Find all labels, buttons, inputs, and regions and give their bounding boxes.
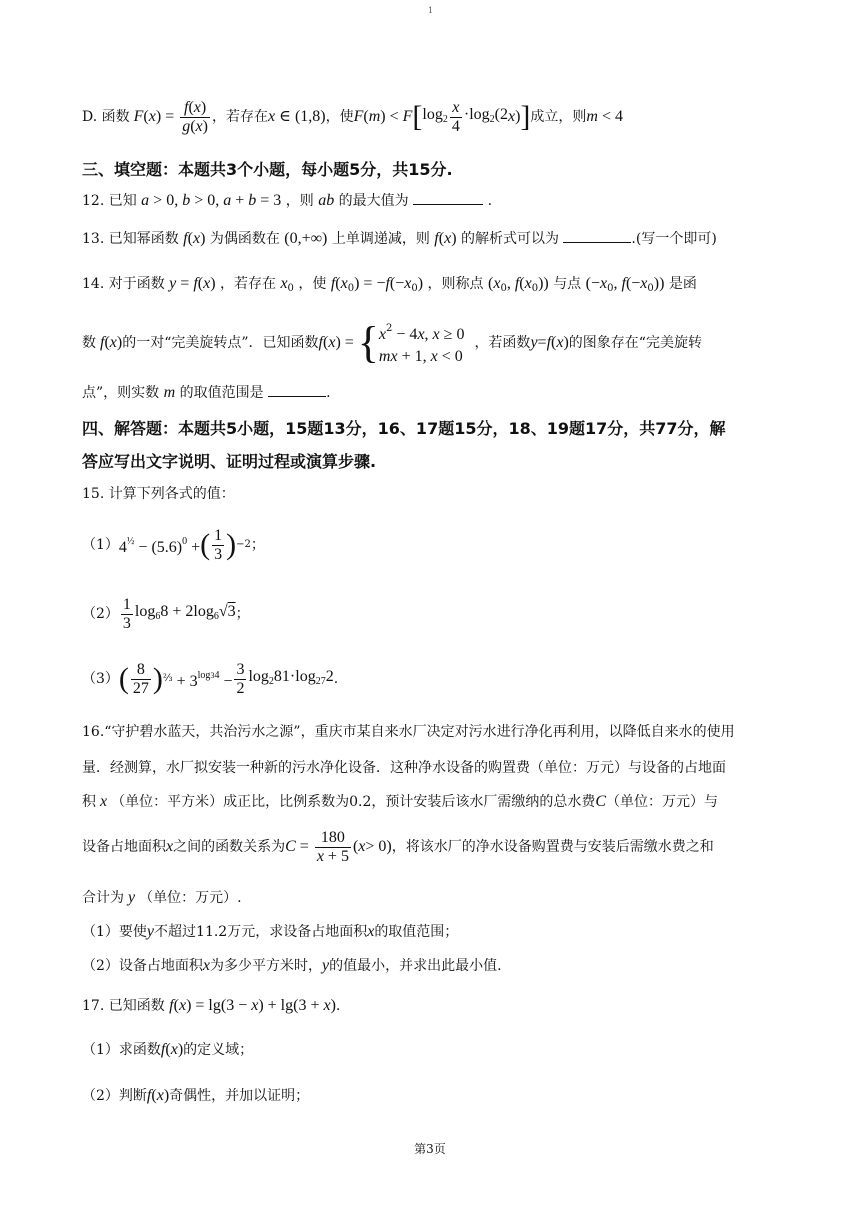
question-17: 17. 已知函数 f(x) = lg(3 − x) + lg(3 + x).	[82, 997, 341, 1014]
question-14-line3: 点”，则实数 m 的取值范围是 .	[82, 384, 331, 401]
answer-blank	[413, 190, 483, 205]
fraction-f-over-g: $\frac{f(x)}{g(x)}$	[182, 98, 208, 135]
q15-part2: （2） $\frac{1}{3}$ $\log_68 + 2\log_6√3$ ；	[82, 595, 250, 632]
q16-sub2: （2）设备占地面积x为多少平方米时，y的值最小，并求出此最小值.	[82, 957, 502, 974]
q16-line4: 设备占地面积 x 之间的函数关系为 C = $\frac{180}{x + 5}$ ( x > 0) ，将该水厂的净水设备购置费与安装后需缴水费之和	[82, 828, 714, 865]
section3-heading: 三、填空题：本题共3个小题，每小题5分，共15分.	[82, 160, 453, 179]
question-14-line2: 数 f ( x ) 的一对“完美旋转点”．已知函数 f ( x ) = { $x^2 - 4x$, x ≥ 0 mx + 1, x < 0 ，若函数 y = f ( x ) 的图象存在“完美旋转	[82, 318, 702, 367]
q16-line1: 16.“守护碧水蓝天，共治污水之源”，重庆市某自来水厂决定对污水进行净化再利用，以降低自来水的使用	[82, 724, 735, 740]
q17-sub1: （1）求函数f(x)的定义域；	[82, 1041, 254, 1058]
piecewise-cases: $x^2 - 4x$, x ≥ 0 mx + 1, x < 0	[378, 323, 465, 365]
q15-part1: （1） $4^{\frac{1}{2}} - (5.6)^0$ + ( $\frac{1}{3}$ ) −2 ；	[82, 526, 265, 563]
question-15: 15. 计算下列各式的值：	[82, 486, 235, 502]
q16-line5: 合计为 y （单位：万元）.	[82, 889, 242, 906]
page-number: 第3页	[414, 1142, 446, 1156]
q16-line3: 积 x （单位：平方米）成正比，比例系数为0.2，预计安装后该水厂需缴纳的总水费C（单位：万元）与	[82, 793, 719, 810]
q16-sub1: （1）要使y不超过11.2万元，求设备占地面积x的取值范围；	[82, 923, 459, 940]
question-12: 12. 已知 a > 0, b > 0, a + b = 3 ，则 ab 的最大值为 .	[82, 192, 493, 209]
section4-heading-line2: 答应写出文字说明、证明过程或演算步骤.	[82, 452, 377, 471]
question-13: 13. 已知幂函数 f(x) 为偶函数在 (0,+∞) 上单调递减，则 f(x) 的解析式可以为 .(写一个即可)	[82, 230, 717, 247]
option-d: D. 函数 F ( x ) = $\frac{f(x)}{g(x)}$ ，若存在 x ∈ (1,8) ，使 F ( m ) < F [ $\log_2$ $\frac{x}{4}$ $\cdot\log_2(2$ x ) ] 成立，则 m < 4	[82, 98, 623, 135]
answer-blank	[268, 382, 326, 397]
question-14: 14. 对于函数 y = f(x) ，若存在 $x_0$ ，使 $f(x_0) = -f(-x_0)$ ，则称点 ($x_0$, $f(x_0)$) 与点 ($-x_0$, $f(-x_0)$) 是函	[82, 275, 697, 294]
section4-heading-line1: 四、解答题：本题共5小题，15题13分，16、17题15分，18、19题17分，共77分，解	[82, 419, 726, 438]
q17-sub2: （2）判断f(x)奇偶性，并加以证明；	[82, 1087, 310, 1104]
q15-part3: （3） ( $\frac{8}{27}$ ) ⅔ + $3^{log34}$ − $\frac{3}{2}$ $\log_281\cdot\log_{27}2$ .	[82, 660, 339, 697]
q16-line2: 量．经测算，水厂拟安装一种新的污水净化设备．这种净水设备的购置费（单位：万元）与设备的占地面	[82, 760, 726, 776]
top-mark: 1	[428, 6, 434, 15]
option-d-prefix: D. 函数	[82, 109, 130, 125]
answer-blank	[563, 228, 631, 243]
